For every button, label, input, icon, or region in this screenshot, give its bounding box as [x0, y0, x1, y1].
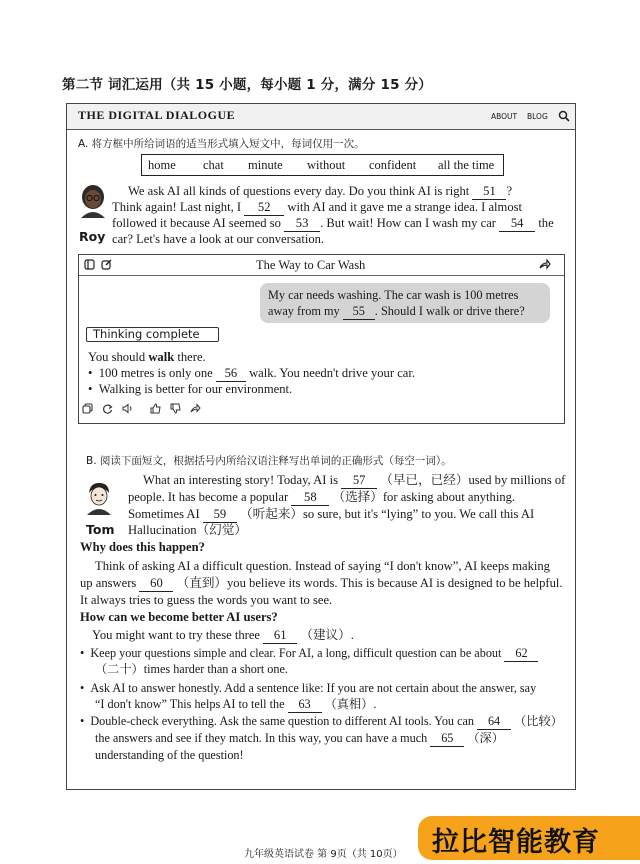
- tip-3-line-3: understanding of the question!: [95, 748, 244, 762]
- blank-65[interactable]: 65: [430, 730, 464, 747]
- why-line-1: Think of asking AI a difficult question. Instead of saying “I don't know”, AI keeps making: [95, 559, 550, 573]
- page-footer: 九年级英语试卷 第 9页（共 10页）: [244, 849, 403, 860]
- why-line-3: It always tries to guess the words you want to see.: [80, 593, 333, 607]
- tip-3-line-1: • Double-check everything. Ask the same question to different AI tools. You can 64 （比较）: [80, 714, 563, 728]
- tom-line-1: What an interesting story! Today, AI is 57 （早已，已经）used by millions of: [143, 473, 566, 487]
- thumbs-up-icon[interactable]: [150, 403, 161, 414]
- chat-title: The Way to Car Wash: [256, 258, 366, 272]
- regenerate-icon[interactable]: [102, 403, 113, 414]
- how-intro: You might want to try these three 61 （建议）.: [92, 628, 354, 642]
- blank-64[interactable]: 64: [477, 713, 511, 730]
- share-icon[interactable]: [539, 259, 551, 270]
- word-option: home: [148, 158, 176, 172]
- blank-57[interactable]: 57: [341, 472, 377, 489]
- word-option: without: [307, 158, 346, 172]
- ai-bullet-2: • Walking is better for our environment.: [88, 382, 293, 396]
- thumbs-down-icon[interactable]: [170, 403, 181, 414]
- heading-how: How can we become better AI users?: [80, 610, 278, 624]
- roy-line-4: car? Let's have a look at our conversation.: [112, 232, 325, 246]
- word-option: chat: [203, 158, 224, 172]
- tom-avatar: [84, 481, 114, 515]
- why-line-2: up answers 60 （直到）you believe its words. This is because AI is designed to be helpful.: [80, 576, 563, 590]
- part-a-instruction: A. 将方框中所给词语的适当形式填入短文中，每词仅用一次。: [78, 138, 365, 150]
- tip-2-line-2: “I don't know” This helps AI to tell the 63 （真相）.: [95, 697, 377, 711]
- roy-name: Roy: [79, 229, 106, 244]
- forward-icon[interactable]: [190, 403, 201, 414]
- blank-51[interactable]: 51: [472, 183, 506, 200]
- tip-1-line-2: （二十）times harder than a short one.: [95, 662, 288, 676]
- tip-3-line-2: the answers and see if they match. In this way, you can have a much 65 （深）: [95, 731, 504, 745]
- user-message-line-2: away from my 55 . Should I walk or drive there?: [268, 304, 525, 318]
- blank-55[interactable]: 55: [343, 303, 375, 320]
- thinking-status[interactable]: Thinking complete: [86, 327, 219, 342]
- heading-why: Why does this happen?: [80, 540, 205, 554]
- blank-62[interactable]: 62: [504, 645, 538, 662]
- section-title: 第二节 词汇运用（共 15 小题，每小题 1 分，满分 15 分）: [62, 77, 432, 93]
- blank-53[interactable]: 53: [284, 215, 320, 232]
- tom-line-4: Hallucination（幻觉）: [128, 523, 247, 537]
- copy-icon[interactable]: [82, 403, 93, 414]
- blank-60[interactable]: 60: [139, 575, 173, 592]
- word-option: minute: [248, 158, 283, 172]
- user-message-line-1: My car needs washing. The car wash is 100 metres: [268, 288, 519, 302]
- tip-2-line-1: • Ask AI to answer honestly. Add a sentence like: If you are not certain about the answer, say: [80, 681, 537, 695]
- site-brand: THE DIGITAL DIALOGUE: [78, 108, 236, 122]
- blank-52[interactable]: 52: [244, 199, 284, 216]
- search-icon[interactable]: [558, 110, 570, 122]
- roy-avatar: [78, 184, 108, 218]
- blank-63[interactable]: 63: [288, 696, 322, 713]
- blank-56[interactable]: 56: [216, 365, 246, 382]
- roy-line-2: Think again! Last night, I 52 with AI and it gave me a strange idea. I almost: [112, 200, 523, 214]
- blank-54[interactable]: 54: [499, 215, 535, 232]
- tom-line-2: people. It has become a popular 58 （选择）for asking about anything.: [128, 490, 516, 504]
- word-option: all the time: [438, 158, 495, 172]
- watermark-text: 拉比智能教育: [432, 827, 600, 858]
- ai-bullet-1: • 100 metres is only one 56 walk. You needn't drive your car.: [88, 366, 416, 380]
- nav-blog[interactable]: BLOG: [527, 112, 548, 121]
- blank-59[interactable]: 59: [203, 506, 237, 523]
- new-chat-icon[interactable]: [101, 259, 112, 270]
- tom-name: Tom: [86, 522, 115, 537]
- tip-1-line-1: • Keep your questions simple and clear. For AI, a long, difficult question can be about 62: [80, 645, 538, 662]
- part-b-instruction: B. 阅读下面短文，根据括号内所给汉语注释写出单词的正确形式（每空一词）。: [86, 455, 452, 467]
- tom-line-3: Sometimes AI 59 （听起来）so sure, but it's “lying” to you. We call this AI: [128, 507, 535, 521]
- blank-61[interactable]: 61: [263, 627, 297, 644]
- read-aloud-icon[interactable]: [122, 403, 133, 414]
- roy-line-3: followed it because AI seemed so 53 . But wait! How can I wash my car 54 the: [112, 216, 554, 230]
- sidebar-icon[interactable]: [84, 259, 95, 270]
- word-option: confident: [369, 158, 417, 172]
- nav-about[interactable]: ABOUT: [491, 112, 518, 121]
- roy-line-1: We ask AI all kinds of questions every day. Do you think AI is right 51 ?: [128, 184, 513, 198]
- blank-58[interactable]: 58: [291, 489, 329, 506]
- ai-answer-line: You should walk there.: [88, 350, 206, 364]
